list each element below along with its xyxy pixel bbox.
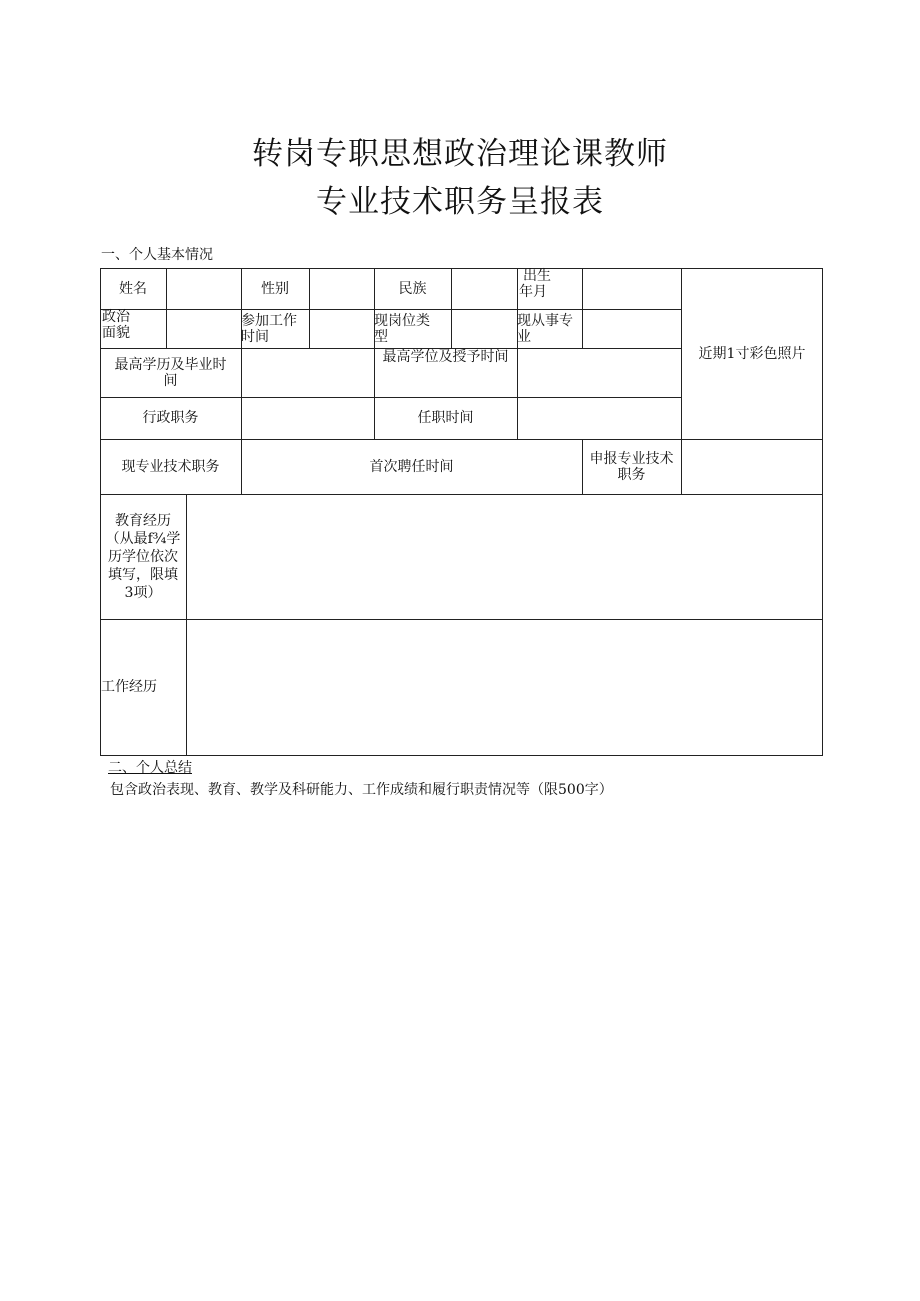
degree-label: 最高学位及授予时间 (382, 349, 509, 365)
education-history-label-line-5: 3项） (124, 584, 162, 601)
post-type-field[interactable] (452, 310, 517, 348)
form-title-line-2: 专业技术职务呈报表 (316, 184, 604, 220)
section-heading-basic-info: 一、个人基本情况 (101, 247, 213, 263)
current-major-label-line-1: 现从事专 (517, 312, 573, 329)
work-start-label (241, 309, 309, 348)
gender-field[interactable] (310, 269, 374, 309)
education-label-line-1: 最高学历及毕业时 (114, 356, 227, 373)
first-hire-time-label[interactable]: 首次聘任时间 (369, 458, 454, 475)
tenure-time-label: 任职时间 (417, 410, 474, 426)
degree-field[interactable] (518, 349, 681, 397)
birth-date-label-line-2: 年月 (519, 284, 547, 300)
education-history-label-line-2: （从最f¾学 (105, 530, 181, 547)
summary-description: 包含政治表现、教育、教学及科研能力、工作成绩和履行职责情况等（限500字） (110, 782, 613, 798)
education-history-label-line-1: 教育经历 (115, 512, 171, 529)
political-status-label-line-1: 政治 (102, 309, 130, 325)
section-heading-personal-summary: 二、个人总结 (108, 760, 192, 776)
photo-placeholder[interactable]: 近期1寸彩色照片 (698, 346, 806, 362)
work-start-field[interactable] (310, 310, 374, 348)
ethnicity-label: 民族 (398, 280, 427, 297)
education-history-label-line-3: 历学位依次 (108, 548, 178, 565)
post-type-label-line-1: 现岗位类 (374, 312, 430, 329)
current-major-label-line-2: 业 (517, 328, 531, 345)
form-title-line-1: 转岗专职思想政治理论课教师 (252, 136, 668, 172)
post-type-label-line-2: 型 (374, 328, 388, 345)
gender-label: 性别 (261, 280, 289, 297)
tenure-time-field[interactable] (518, 398, 681, 439)
work-history-field[interactable] (187, 620, 822, 755)
birth-date-label-line-1: 出生 (523, 268, 551, 284)
ethnicity-field[interactable] (452, 269, 517, 309)
apply-title-field[interactable] (682, 440, 822, 494)
birth-date-field[interactable] (583, 269, 681, 309)
current-title-label: 现专业技术职务 (121, 458, 220, 475)
admin-position-field[interactable] (242, 398, 374, 439)
current-major-field[interactable] (583, 310, 681, 348)
name-field[interactable] (167, 269, 241, 309)
apply-title-label (582, 439, 681, 494)
education-history-label (100, 494, 186, 619)
apply-title-label-line-1: 申报专业技术 (589, 450, 674, 467)
education-label (100, 348, 241, 397)
education-history-field[interactable] (187, 495, 822, 619)
work-history-label: 工作经历 (101, 679, 157, 695)
admin-position-label: 行政职务 (142, 410, 199, 426)
political-status-label (100, 309, 166, 348)
education-label-line-2: 间 (163, 372, 178, 389)
work-start-label-line-1: 参加工作 (241, 312, 297, 329)
political-status-field[interactable] (167, 310, 241, 348)
work-start-label-line-2: 时间 (241, 328, 269, 345)
birth-date-label (517, 268, 582, 309)
post-type-label (374, 309, 451, 348)
political-status-label-line-2: 面貌 (102, 325, 130, 341)
name-label: 姓名 (119, 280, 147, 297)
education-field[interactable] (242, 349, 374, 397)
education-history-label-line-4: 填写，限填 (108, 566, 178, 583)
current-major-label (517, 309, 582, 348)
apply-title-label-line-2: 职务 (617, 466, 646, 483)
